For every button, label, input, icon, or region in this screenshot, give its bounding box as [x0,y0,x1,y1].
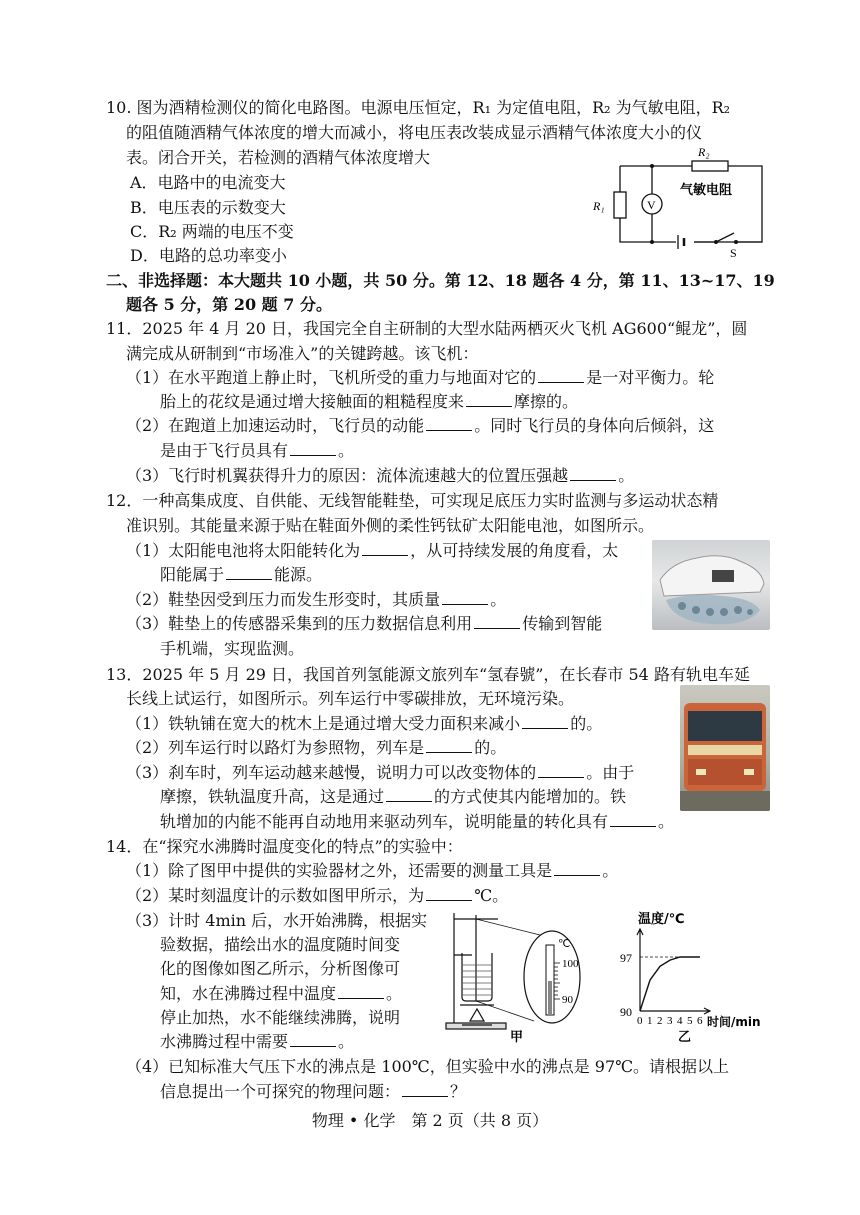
answer-blank[interactable] [226,565,272,580]
section2-line-1: 二、非选择题：本大题共 10 小题，共 50 分。第 12、18 题各 4 分，第 11、13~17、19 [106,271,775,290]
answer-blank[interactable] [554,861,600,876]
q11-line-2: 满完成从研制到“市场准入”的关键跨越。该飞机： [126,344,479,363]
chart-y-tick-90: 90 [620,1005,632,1019]
q14-part-3-line-4: 知，水在沸腾过程中温度 。 [160,984,403,1003]
thermo-100: 100 [562,958,579,970]
q10-option-b: B．电压表的示数变大 [130,198,286,217]
answer-blank[interactable] [610,812,656,827]
answer-blank[interactable] [338,984,384,999]
answer-blank[interactable] [290,441,336,456]
q13-line-2: 长线上试运行，如图所示。列车运行中零碳排放，无环境污染。 [126,689,575,708]
answer-blank[interactable] [426,738,472,753]
page-footer: 物理 • 化学 第 2 页（共 8 页） [311,1111,549,1130]
hydrogen-tram-image [680,685,770,811]
q12-part-3b: 手机端，实现监测。 [160,639,305,658]
q12-part-1b: 阳能属于 能源。 [160,565,323,584]
chart-x-tick: 2 [657,1015,663,1027]
fig-jia-caption: 甲 [510,1030,524,1045]
q10-line-1: 10. 图为酒精检测仪的简化电路图。电源电压恒定，R₁ 为定值电阻，R₂ 为气敏电阻，R₂ [106,98,731,117]
q10-option-a: A．电路中的电流变大 [130,173,286,192]
chart-x-tick: 6 [697,1015,703,1027]
q14-part-3-line-5: 停止加热，水不能继续沸腾，说明 [160,1008,401,1027]
q12-line-2: 准识别。其能量来源于贴在鞋面外侧的柔性钙钛矿太阳能电池，如图所示。 [126,516,655,535]
boiling-apparatus-diagram [440,905,600,1045]
q10-line-2: 的阻值随酒精气体浓度的增大而减小，将电压表改装成显示酒精气体浓度大小的仪 [126,123,703,142]
circuit-diagram [590,142,770,260]
q12-part-2: （2）鞋垫因受到压力而发生形变时，其质量 。 [126,590,507,609]
answer-blank[interactable] [474,614,520,629]
chart-y-tick-97: 97 [620,951,632,965]
switch-label: S [730,246,737,260]
temperature-time-chart [610,905,770,1045]
sensor-label: 气敏电阻 [680,183,733,198]
chart-series-line [640,957,700,1011]
q13-part-3c: 轨增加的内能不能再自动地用来驱动列车，说明能量的转化具有 。 [160,812,675,831]
chart-y-axis-label: 温度/℃ [638,912,685,927]
answer-blank[interactable] [522,714,568,729]
q14-part-3-line-3: 化的图像如图乙所示，分析图像可 [160,959,401,978]
q14-part-3-line-1: （3）计时 4min 后，水开始沸腾，根据实 [126,911,428,930]
r2-label: R₂ [698,145,710,159]
q14-title: 14．在“探究水沸腾时温度变化的特点”的实验中： [106,837,463,856]
thermo-unit: ℃ [558,938,571,950]
answer-blank[interactable] [402,1082,448,1097]
thermo-90: 90 [562,994,573,1006]
smart-insole-shoe-image [652,540,770,630]
chart-x-tick: 3 [667,1015,673,1027]
answer-blank[interactable] [386,787,432,802]
answer-blank[interactable] [426,886,472,901]
q14-part-2: （2）某时刻温度计的示数如图甲所示，为 ℃。 [126,886,509,905]
answer-blank[interactable] [538,763,584,778]
q14-part-4b: 信息提出一个可探究的物理问题： ？ [160,1082,467,1101]
q12-part-3a: （3）鞋垫上的传感器采集到的压力数据信息利用 传输到智能 [126,614,603,633]
answer-blank[interactable] [570,466,616,481]
q14-part-3-line-2: 验数据，描绘出水的温度随时间变 [160,935,401,954]
q11-part-3: （3）飞行时机翼获得升力的原因：流体流速越大的位置压强越 。 [126,466,635,485]
r1-resistor [614,192,626,218]
q11-part-1a: （1）在水平跑道上静止时，飞机所受的重力与地面对它的 是一对平衡力。轮 [126,368,715,387]
q11-line-1: 11．2025 年 4 月 20 日，我国完全自主研制的大型水陆两栖灭火飞机 AG600“鲲龙”，圆 [106,319,748,338]
q13-part-1: （1）铁轨铺在宽大的枕木上是通过增大受力面积来减小 的。 [126,714,603,733]
q13-line-1: 13．2025 年 5 月 29 日，我国首列氢能源文旅列车“氢春號”，在长春市 54 路有轨电车延 [106,665,750,684]
answer-blank[interactable] [426,416,472,431]
q12-part-1a: （1）太阳能电池将太阳能转化为 ，从可持续发展的角度看，太 [126,541,619,560]
q12-line-1: 12．一种高集成度、自供能、无线智能鞋垫，可实现足底压力实时监测与多运动状态精 [106,491,719,510]
q10-line-3: 表。闭合开关，若检测的酒精气体浓度增大 [126,148,431,167]
answer-blank[interactable] [538,368,584,383]
answer-blank[interactable] [290,1032,336,1047]
thermometer-mercury [548,981,552,1015]
q11-part-1b: 胎上的花纹是通过增大接触面的粗糙程度来 摩擦的。 [160,392,579,411]
q10-option-c: C．R₂ 两端的电压不变 [130,222,294,241]
chart-x-tick: 5 [687,1015,693,1027]
q14-part-1: （1）除了图甲中提供的实验器材之外，还需要的测量工具是 。 [126,861,619,880]
section2-line-2: 题各 5 分，第 20 题 7 分。 [126,295,332,314]
chart-x-axis-label: 时间/min [707,1015,761,1029]
q11-part-2b: 是由于飞行员具有 。 [160,441,355,460]
fig-yi-caption: 乙 [678,1030,692,1045]
q11-part-2a: （2）在跑道上加速运动时，飞行员的动能 。同时飞行员的身体向后倾斜，这 [126,416,715,435]
answer-blank[interactable] [466,392,512,407]
q14-part-3-line-6: 水沸腾过程中需要 。 [160,1032,355,1051]
chart-x-tick: 4 [677,1015,683,1027]
chart-x-tick: 0 [637,1015,643,1027]
q10-option-d: D．电路的总功率变小 [130,246,287,265]
q13-part-3a: （3）刹车时，列车运动越来越慢，说明力可以改变物体的 。由于 [126,763,635,782]
q13-part-3b: 摩擦，铁轨温度升高，这是通过 的方式使其内能增加的。铁 [160,787,627,806]
q13-part-2: （2）列车运行时以路灯为参照物，列车是 的。 [126,738,507,757]
answer-blank[interactable] [442,590,488,605]
q14-part-4a: （4）已知标准大气压下水的沸点是 100℃，但实验中水的沸点是 97℃。请根据以上 [126,1057,730,1076]
answer-blank[interactable] [362,541,408,556]
meter-label: V [647,198,656,212]
r1-label: R₁ [593,199,605,213]
chart-x-tick: 1 [647,1015,653,1027]
r2-resistor [692,161,728,171]
